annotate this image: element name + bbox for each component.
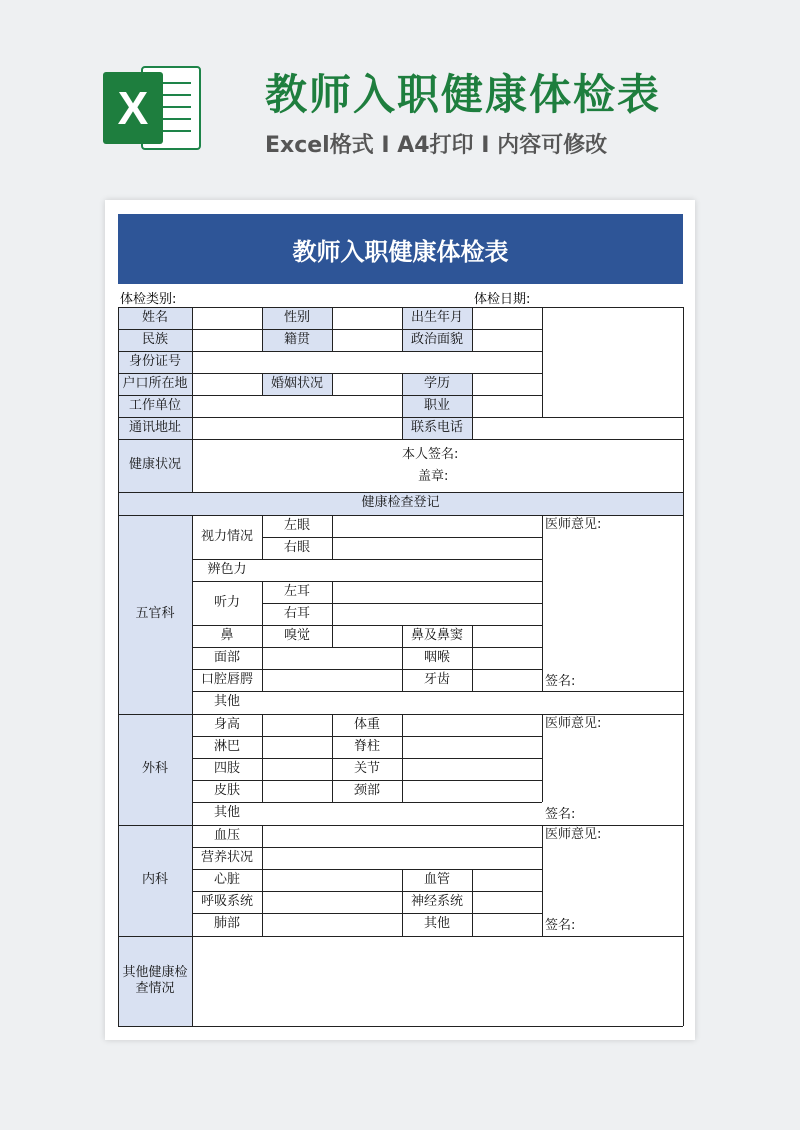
limbs-label: 四肢 <box>213 760 240 776</box>
grid-line <box>118 395 542 396</box>
grid-line <box>542 825 543 936</box>
left-eye-label: 左眼 <box>283 517 310 533</box>
political-label: 政治面貌 <box>402 329 472 351</box>
address-label: 通讯地址 <box>118 417 192 439</box>
grid-line <box>192 780 542 781</box>
respiratory-label: 呼吸系统 <box>200 893 253 909</box>
internal-section-label: 内科 <box>118 825 192 936</box>
right-ear-label: 右耳 <box>283 605 310 621</box>
page-title: 教师入职健康体检表 <box>265 70 662 119</box>
right-eye-label: 右眼 <box>283 539 310 555</box>
native-place-label: 籍贯 <box>262 329 332 351</box>
grid-line <box>192 736 542 737</box>
grid-line <box>118 417 683 418</box>
ent-other-label: 其他 <box>213 694 240 710</box>
grid-line <box>332 373 333 395</box>
id-number-label: 身份证号 <box>118 351 192 373</box>
height-label: 身高 <box>213 716 240 732</box>
exam-date-label: 体检日期: <box>474 292 531 307</box>
self-sign-label: 本人签名: <box>402 446 459 462</box>
color-vision-label: 辨色力 <box>207 561 247 577</box>
nose-label: 鼻 <box>220 627 234 643</box>
grid-line <box>262 825 263 936</box>
internal-other-label: 其他 <box>423 916 450 932</box>
grid-line <box>192 647 542 648</box>
work-unit-label: 工作单位 <box>118 395 192 417</box>
other-exam-field[interactable] <box>192 936 683 1026</box>
household-label: 户口所在地 <box>118 373 192 395</box>
lymph-label: 淋巴 <box>213 738 240 754</box>
grid-line <box>402 307 403 351</box>
ent-opinion-label: 医师意见: <box>545 517 602 532</box>
surgery-opinion-label: 医师意见: <box>545 716 602 731</box>
joints-label: 关节 <box>353 760 380 776</box>
grid-line <box>472 625 473 691</box>
grid-line <box>402 373 403 439</box>
grid-line <box>542 515 543 691</box>
grid-line <box>192 669 542 670</box>
grid-line <box>118 351 542 352</box>
grid-line <box>192 758 542 759</box>
throat-label: 咽喉 <box>423 649 450 665</box>
grid-line <box>683 307 684 1026</box>
grid-line <box>262 537 542 538</box>
name-field[interactable] <box>192 307 262 329</box>
grid-line <box>192 625 542 626</box>
marital-label: 婚姻状况 <box>262 373 332 395</box>
health-status-label: 健康状况 <box>118 439 192 492</box>
bp-label: 血压 <box>213 827 240 843</box>
smell-label: 嗅觉 <box>283 627 310 643</box>
grid-line <box>118 936 683 937</box>
grid-line <box>192 891 542 892</box>
gender-label: 性别 <box>262 307 332 329</box>
grid-line <box>332 581 333 647</box>
occupation-label: 职业 <box>402 395 472 417</box>
excel-logo-letter: X <box>103 72 163 144</box>
skin-label: 皮肤 <box>213 782 240 798</box>
grid-line <box>192 869 542 870</box>
lungs-label: 肺部 <box>213 916 240 932</box>
ent-sign-label: 签名: <box>545 673 576 689</box>
left-ear-label: 左耳 <box>283 583 310 599</box>
grid-line <box>192 559 542 560</box>
grid-line <box>262 373 263 395</box>
internal-sign-label: 签名: <box>545 917 576 933</box>
heart-label: 心脏 <box>213 871 240 887</box>
education-label: 学历 <box>402 373 472 395</box>
exam-record-header: 健康检查登记 <box>118 492 683 515</box>
grid-line <box>192 913 542 914</box>
weight-label: 体重 <box>353 716 380 732</box>
nutrition-label: 营养状况 <box>200 849 253 865</box>
form-title: 教师入职健康体检表 <box>118 214 683 284</box>
ent-section-label: 五官科 <box>118 515 192 714</box>
grid-line <box>262 307 263 351</box>
grid-line <box>118 714 683 715</box>
grid-line <box>118 825 683 826</box>
grid-line <box>192 847 542 848</box>
grid-line <box>542 307 543 417</box>
teeth-label: 牙齿 <box>423 671 450 687</box>
grid-line <box>192 581 542 582</box>
grid-line <box>118 373 542 374</box>
sinus-label: 鼻及鼻窦 <box>410 627 463 643</box>
grid-line <box>472 373 473 439</box>
grid-line <box>192 691 683 692</box>
surgery-other-label: 其他 <box>213 805 240 821</box>
other-exam-label: 其他健康检查情况 <box>118 936 192 1026</box>
surgery-section-label: 外科 <box>118 714 192 825</box>
ethnicity-label: 民族 <box>118 329 192 351</box>
grid-line <box>192 802 542 803</box>
surgery-sign-label: 签名: <box>545 806 576 822</box>
photo-box <box>542 307 683 417</box>
grid-line <box>118 515 683 516</box>
face-label: 面部 <box>213 649 240 665</box>
vision-label: 视力情况 <box>200 528 253 544</box>
nervous-label: 神经系统 <box>410 893 463 909</box>
hearing-label: 听力 <box>213 594 240 610</box>
birth-label: 出生年月 <box>402 307 472 329</box>
grid-line <box>542 714 543 802</box>
grid-line <box>402 869 403 936</box>
exam-category-label: 体检类别: <box>120 292 177 307</box>
neck-label: 颈部 <box>353 782 380 798</box>
grid-line <box>402 625 403 691</box>
seal-label: 盖章: <box>418 468 449 484</box>
grid-line <box>192 515 193 1026</box>
phone-label: 联系电话 <box>402 417 472 439</box>
grid-line <box>118 329 542 330</box>
grid-line <box>262 603 542 604</box>
grid-line <box>118 439 683 440</box>
grid-line <box>118 307 119 1026</box>
grid-line <box>262 581 263 647</box>
name-label: 姓名 <box>118 307 192 329</box>
grid-line <box>118 1026 683 1027</box>
grid-line <box>472 869 473 936</box>
grid-line <box>332 307 333 351</box>
grid-line <box>192 307 193 492</box>
oral-label: 口腔唇腭 <box>200 671 253 687</box>
page-subtitle: Excel格式 I A4打印 I 内容可修改 <box>265 133 608 158</box>
spine-label: 脊柱 <box>353 738 380 754</box>
grid-line <box>118 307 683 308</box>
internal-opinion-label: 医师意见: <box>545 827 602 842</box>
grid-line <box>472 307 473 351</box>
grid-line <box>118 492 683 493</box>
vessels-label: 血管 <box>423 871 450 887</box>
